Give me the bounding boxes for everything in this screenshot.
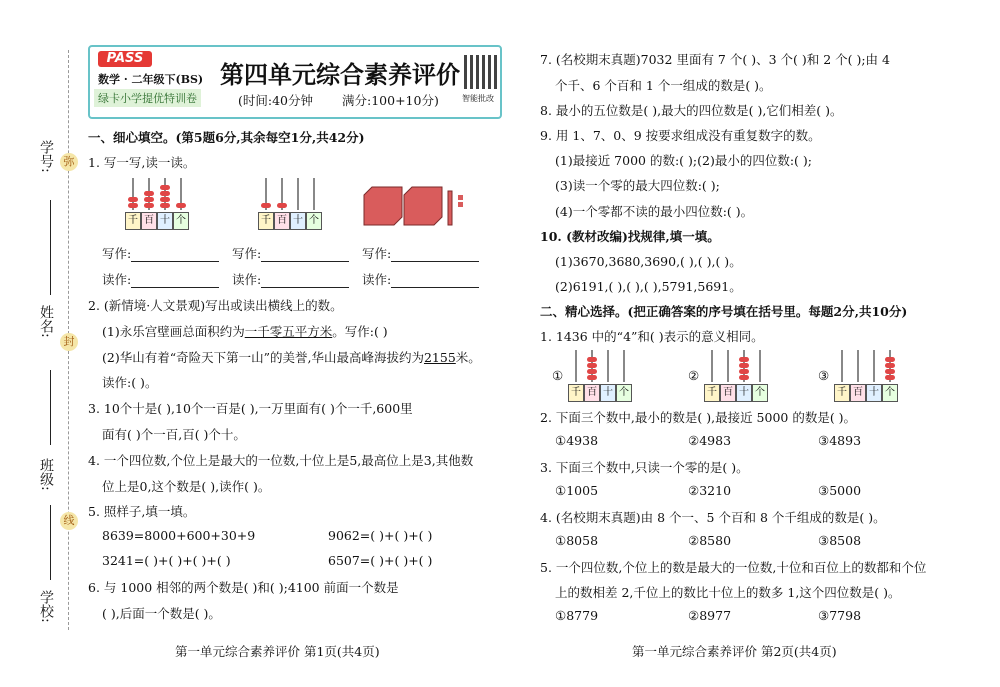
qr-caption: 智能批改 — [462, 94, 494, 103]
choice-4-option-1[interactable]: ①8058 — [555, 533, 599, 548]
exam-title: 第四单元综合素养评价 — [220, 60, 460, 89]
question-10: 10. (教材改编)找规律,填一填。 — [540, 229, 720, 244]
question-2-2-read: 读作:( )。 — [102, 375, 158, 390]
question-3-cont: 面有( )个一百,百( )个十。 — [102, 427, 246, 442]
choice-3-option-2[interactable]: ②3210 — [688, 483, 732, 498]
abacus-2: 千 百 十 个 — [258, 178, 322, 230]
question-5: 5. 照样子,填一填。 — [88, 504, 196, 519]
question-2-1: (1)永乐宫壁画总面积约为一千零五平方米。写作:( ) — [102, 324, 388, 339]
pass-logo: PASS — [98, 51, 152, 67]
class-label: 班级: — [38, 458, 54, 491]
choice-3-option-3[interactable]: ③5000 — [818, 483, 862, 498]
divider — [50, 505, 51, 580]
series-label: 绿卡小学提优特训卷 — [94, 89, 201, 107]
choice-2-option-1[interactable]: ①4938 — [555, 433, 599, 448]
option-marker[interactable]: ① — [552, 368, 564, 383]
abacus-option-2: 千 百 十 个 — [704, 350, 768, 402]
question-5-c: 3241=( )+( )+( )+( ) — [102, 553, 231, 568]
question-2-2: (2)华山有着“奇险天下第一山”的美誉,华山最高峰海拔约为2155米。 — [102, 350, 481, 365]
option-marker[interactable]: ② — [688, 368, 700, 383]
read-label: 读作: — [232, 270, 349, 288]
divider — [50, 200, 51, 295]
choice-5-option-1[interactable]: ①8779 — [555, 608, 599, 623]
question-2: 2. (新情境·人文景观)写出或读出横线上的数。 — [88, 298, 343, 313]
abacus-1: 千 百 十 个 — [125, 178, 189, 230]
choice-4-option-2[interactable]: ②8580 — [688, 533, 732, 548]
page-footer-2: 第一单元综合素养评价 第2页(共4页) — [632, 644, 837, 659]
page-footer-1: 第一单元综合素养评价 第1页(共4页) — [175, 644, 380, 659]
question-9-3: (3)读一个零的最大四位数:( ); — [555, 178, 720, 193]
name-label: 姓名: — [38, 305, 54, 338]
choice-5-option-2[interactable]: ②8977 — [688, 608, 732, 623]
section-2-heading: 二、精心选择。(把正确答案的序号填在括号里。每题2分,共10分) — [540, 304, 908, 319]
school-label: 学校: — [38, 590, 54, 623]
question-5-example: 8639=8000+600+30+9 — [102, 528, 256, 543]
abacus-option-1: 千 百 十 个 — [568, 350, 632, 402]
option-marker[interactable]: ③ — [818, 368, 830, 383]
question-4: 4. 一个四位数,个位上是最大的一位数,十位上是5,最高位上是3,其他数 — [88, 453, 474, 468]
question-8: 8. 最小的五位数是( ),最大的四位数是( ),它们相差( )。 — [540, 103, 843, 118]
base-ten-blocks-image — [362, 185, 474, 227]
question-4-cont: 位上是0,这个数是( ),读作( )。 — [102, 479, 271, 494]
question-5-d: 6507=( )+( )+( ) — [328, 553, 433, 568]
question-10-1: (1)3670,3680,3690,( ),( ),( )。 — [555, 254, 742, 269]
question-7: 7. (名校期末真题)7032 里面有 7 个( )、3 个( )和 2 个( );由 4 — [540, 52, 890, 67]
seal-mi: 弥 — [60, 153, 78, 171]
exam-header — [88, 45, 502, 119]
choice-5: 5. 一个四位数,个位上的数是最大的一位数,十位和百位上的数都和个位 — [540, 560, 927, 575]
choice-1: 1. 1436 中的“4”和( )表示的意义相同。 — [540, 329, 764, 344]
choice-4-option-3[interactable]: ③8508 — [818, 533, 862, 548]
question-9-1: (1)最接近 7000 的数:( );(2)最小的四位数:( ); — [555, 153, 812, 168]
question-1: 1. 写一写,读一读。 — [88, 155, 196, 170]
time-limit: (时间:40分钟 — [238, 93, 313, 108]
write-label: 写作: — [102, 244, 219, 262]
question-9: 9. 用 1、7、0、9 按要求组成没有重复数字的数。 — [540, 128, 821, 143]
seal-xian: 线 — [60, 512, 78, 530]
section-1-heading: 一、细心填空。(第5题6分,其余每空1分,共42分) — [88, 130, 365, 145]
read-label: 读作: — [362, 270, 479, 288]
choice-2-option-2[interactable]: ②4983 — [688, 433, 732, 448]
read-label: 读作: — [102, 270, 219, 288]
full-score: 满分:100+10分) — [342, 93, 439, 108]
qr-code-icon[interactable] — [464, 55, 498, 89]
write-label: 写作: — [232, 244, 349, 262]
choice-5-cont: 上的数相差 2,千位上的数比十位上的数多 1,这个四位数是( )。 — [555, 585, 901, 600]
question-9-4: (4)一个零都不读的最小四位数:( )。 — [555, 204, 754, 219]
question-3: 3. 10个十是( ),10个一百是( ),一万里面有( )个一千,600里 — [88, 401, 413, 416]
choice-4: 4. (名校期末真题)由 8 个一、5 个百和 8 个千组成的数是( )。 — [540, 510, 886, 525]
choice-5-option-3[interactable]: ③7798 — [818, 608, 862, 623]
choice-3: 3. 下面三个数中,只读一个零的是( )。 — [540, 460, 749, 475]
question-5-b: 9062=( )+( )+( ) — [328, 528, 433, 543]
question-7-cont: 个千、6 个百和 1 个一组成的数是( )。 — [555, 78, 772, 93]
student-number-label: 学号: — [38, 140, 54, 173]
choice-2-option-3[interactable]: ③4893 — [818, 433, 862, 448]
question-6-cont: ( ),后面一个数是( )。 — [102, 606, 221, 621]
write-label: 写作: — [362, 244, 479, 262]
subject-label: 数学 · 二年级下(BS) — [98, 73, 204, 86]
abacus-option-3: 千 百 十 个 — [834, 350, 898, 402]
divider — [50, 370, 51, 445]
choice-3-option-1[interactable]: ①1005 — [555, 483, 599, 498]
question-10-2: (2)6191,( ),( ),( ),5791,5691。 — [555, 279, 742, 294]
seal-feng: 封 — [60, 333, 78, 351]
question-6: 6. 与 1000 相邻的两个数是( )和( );4100 前面一个数是 — [88, 580, 399, 595]
choice-2: 2. 下面三个数中,最小的数是( ),最接近 5000 的数是( )。 — [540, 410, 857, 425]
